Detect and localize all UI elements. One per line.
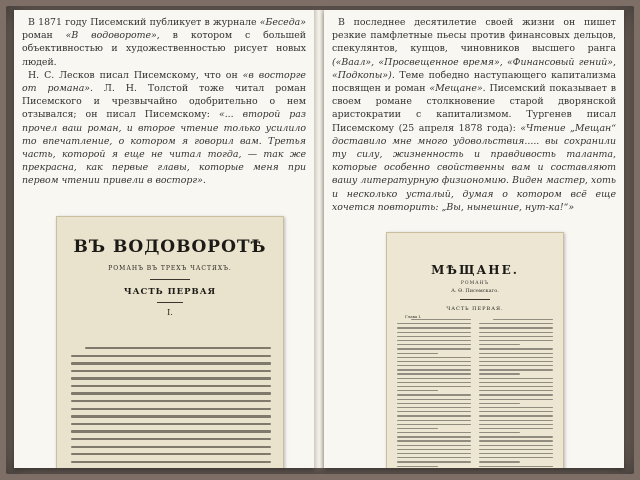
scan-title: МѢЩАНЕ.	[431, 263, 519, 277]
quotation: «Беседа»	[259, 17, 306, 28]
scan-text-line	[479, 449, 553, 450]
scan-divider	[460, 299, 490, 300]
scan-text-line	[479, 457, 553, 458]
scan-text-line	[397, 373, 471, 374]
scan-text-line	[397, 340, 471, 341]
scan-text-line	[397, 348, 471, 349]
text-run: . Писемский показывает в своем романе столкновение старой дворянской аристократии с капитализмом. Тургенев писал Писемскому (25 апреля 1878 года):	[332, 83, 617, 134]
scan-text-line	[397, 457, 471, 458]
scan-text-line	[479, 461, 520, 462]
open-book	[14, 10, 626, 470]
scan-text-line	[479, 365, 553, 366]
scan-text-line	[479, 332, 553, 333]
quotation: «Мещане»	[429, 83, 483, 95]
scan-text-line	[479, 436, 553, 437]
scan-text-line	[397, 353, 438, 354]
quotation: «Чтение „Мещан“ доставило мне много удовольствия..... вы сохранили ту силу, жизненность и правдивость таланта, которые особенно свойственны вам и составляют вашу литературную физиономию. Виден мастер, хоть и несколько усталый, думая о котором всё еще хочется повторить: „Вы, нынешние, нут-ка!“»	[332, 122, 616, 213]
scan-text-line	[479, 411, 553, 412]
left-page-text	[22, 16, 306, 188]
text-run: роман	[22, 30, 66, 42]
text-run: Н. С. Лесков писал Писемскому, что он	[28, 69, 243, 81]
scan-text-line	[397, 415, 471, 416]
scan-text-line	[479, 390, 553, 391]
right-page	[324, 10, 624, 468]
scan-divider	[157, 302, 183, 303]
scan-text-line	[397, 407, 471, 408]
scan-text-line	[397, 382, 471, 383]
quotation: «в восторге от романа»	[22, 69, 306, 95]
scan-text-line	[411, 319, 471, 320]
scan-text-line	[71, 385, 271, 387]
scan-text-line	[479, 386, 553, 387]
scan-text-line	[71, 362, 271, 364]
scan-body-text	[71, 347, 271, 468]
scan-text-line	[479, 348, 553, 349]
scan-text-line	[71, 392, 271, 394]
scan-text-line	[397, 399, 471, 400]
scan-text-line	[397, 440, 471, 441]
scan-text-line	[397, 445, 471, 446]
scan-text-line	[479, 327, 553, 328]
scan-text-line	[479, 420, 553, 421]
scan-text-line	[479, 394, 553, 395]
scan-divider	[150, 279, 190, 280]
scan-text-line	[479, 403, 520, 404]
scan-text-line	[479, 440, 553, 441]
scan-text-line	[397, 332, 471, 333]
text-run: В последнее десятилетие своей жизни он пишет резкие памфлетные пьесы против финансовых дельцов, спекулянтов, купцов, чиновников высшего ранга	[332, 17, 616, 55]
scan-text-line	[479, 445, 553, 446]
scan-subtitle: РОМАНЪ ВЪ ТРЕХЪ ЧАСТЯХЪ.	[108, 265, 232, 272]
scan-text-line	[397, 327, 471, 328]
scan-author: А. Ѳ. Писемскаго.	[451, 288, 499, 294]
scan-text-line	[71, 430, 271, 432]
book-spine	[314, 10, 324, 468]
text-run: В 1871 году Писемский публикует в журнале	[28, 17, 260, 28]
scan-text-line	[71, 461, 271, 463]
scan-text-line	[397, 461, 471, 462]
scan-part-heading: ЧАСТЬ ПЕРВАЯ	[123, 287, 217, 297]
scan-text-line	[479, 361, 553, 362]
scan-text-line	[493, 319, 553, 320]
quotation: «В водовороте»	[65, 30, 157, 42]
scan-column	[479, 319, 553, 461]
scan-text-line	[479, 369, 553, 370]
scan-text-line	[479, 453, 553, 454]
scan-text-line	[479, 336, 553, 337]
scan-subtitle: РОМАНЪ	[460, 281, 490, 286]
paragraph	[22, 16, 306, 69]
scan-text-line	[479, 424, 553, 425]
scan-chapter-number: I.	[167, 308, 173, 317]
book-scan-meshchane	[386, 232, 564, 468]
scan-text-line	[479, 378, 553, 379]
scan-text-line	[71, 370, 271, 372]
scan-text-line	[397, 361, 471, 362]
scan-text-line	[71, 415, 271, 417]
scan-part-heading: ЧАСТЬ ПЕРВАЯ.	[446, 306, 504, 312]
scan-text-line	[479, 373, 520, 374]
scan-body-text	[397, 319, 553, 461]
scan-text-line	[397, 436, 471, 437]
scan-text-line	[397, 336, 471, 337]
scan-text-line	[479, 344, 520, 345]
scan-text-line	[397, 394, 471, 395]
scan-text-line	[85, 347, 271, 349]
scan-text-line	[479, 407, 553, 408]
scan-text-line	[479, 428, 553, 429]
scan-text-line	[397, 453, 471, 454]
scan-text-line	[71, 400, 271, 402]
scan-text-line	[397, 466, 438, 467]
scan-text-line	[71, 377, 271, 379]
scan-text-line	[479, 382, 553, 383]
left-page	[14, 10, 314, 468]
scan-text-line	[71, 438, 271, 440]
text-run: . Л. Н. Толстой тоже читал роман Писемского и чрезвычайно одобрительно о нем отзывался; он писал Писемскому:	[22, 83, 306, 121]
scan-text-line	[71, 453, 271, 455]
scan-text-line	[479, 357, 553, 358]
scan-text-line	[397, 378, 471, 379]
scan-text-line	[479, 466, 553, 467]
scan-text-line	[479, 353, 553, 354]
scan-text-line	[479, 323, 553, 324]
scan-title: ВЪ ВОДОВОРОТѢ	[73, 237, 267, 257]
scan-text-line	[397, 424, 471, 425]
scan-text-line	[71, 423, 271, 425]
scan-chapter-number: Глава I.	[405, 314, 422, 319]
scan-text-line	[397, 323, 471, 324]
text-run: . Теме победно наступающего капитализма посвящен и роман	[332, 69, 616, 95]
scan-text-line	[397, 365, 471, 366]
scan-text-line	[397, 403, 471, 404]
scan-text-line	[397, 344, 471, 345]
scan-text-line	[479, 399, 553, 400]
scan-text-line	[397, 390, 438, 391]
scan-text-line	[397, 428, 438, 429]
scan-text-line	[71, 408, 271, 410]
book-scan-v-vodovorote	[56, 216, 284, 468]
scan-column	[397, 319, 471, 461]
scan-text-line	[71, 355, 271, 357]
scan-text-line	[479, 432, 520, 433]
text-run: , в котором с большей объективностью и художественностью рисует новых людей.	[22, 30, 306, 68]
scan-text-line	[397, 432, 471, 433]
right-page-text	[332, 16, 616, 214]
scan-text-line	[397, 449, 471, 450]
scan-text-line	[479, 340, 553, 341]
scan-text-line	[479, 415, 553, 416]
text-run: .	[202, 175, 206, 187]
quotation: («Ваал», «Просвещенное время», «Финансовый гений», «Подкопы»)	[332, 56, 616, 81]
scan-text-line	[397, 420, 471, 421]
scan-text-line	[397, 411, 471, 412]
scan-text-line	[397, 386, 471, 387]
quotation: «... второй раз прочел ваш роман, и второе чтение только усилило то впечатление, о котором я говорил вам. Третья часть, которой я еще не читал тогда, — так же прекрасна, как первые главы, которые меня при первом чтении привели в восторг»	[22, 109, 306, 187]
paragraph	[22, 69, 306, 188]
scan-text-line	[397, 369, 471, 370]
scan-text-line	[71, 446, 271, 448]
scan-text-line	[397, 357, 471, 358]
paragraph	[332, 16, 616, 214]
